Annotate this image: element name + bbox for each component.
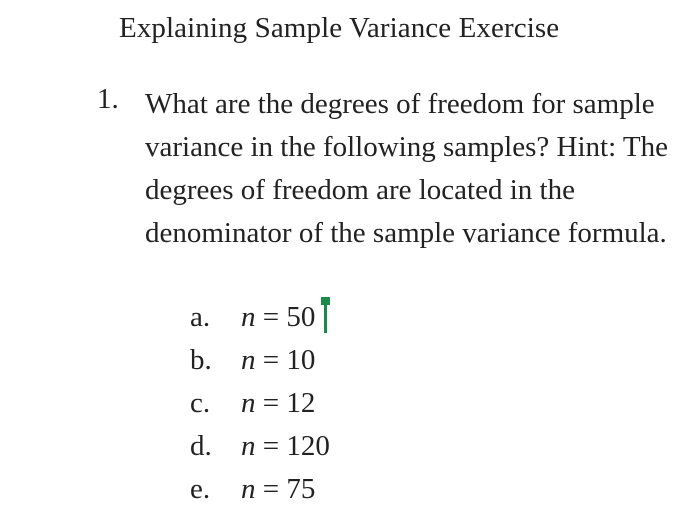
answer-item-e <box>0 468 700 511</box>
answer-item-c <box>0 382 700 425</box>
question-number: 1. <box>97 83 119 115</box>
question-text: What are the degrees of freedom for sample variance in the following samples? Hint: The degrees of freedom are located in the denominator of the sample variance formula. <box>145 88 668 249</box>
equals-sign: = <box>262 344 280 376</box>
answer-expression <box>241 339 315 382</box>
answer-item-d <box>0 425 700 468</box>
equals-sign: = <box>262 301 280 333</box>
answer-letter: a. <box>190 301 211 333</box>
answer-value[interactable]: 75 <box>286 473 316 505</box>
answer-expression <box>241 296 315 339</box>
answer-expression <box>241 468 315 511</box>
page-title: Explaining Sample Variance Exercise <box>119 12 560 44</box>
variable-n: n <box>241 473 256 505</box>
answer-value[interactable]: 50 <box>286 301 316 333</box>
answer-value[interactable]: 12 <box>286 387 316 419</box>
answer-expression <box>241 382 315 425</box>
equals-sign: = <box>262 473 280 505</box>
answer-letter: c. <box>190 387 211 419</box>
variable-n: n <box>241 301 256 333</box>
variable-n: n <box>241 430 256 462</box>
answer-expression <box>241 425 330 468</box>
answer-item-a <box>0 296 700 339</box>
answer-letter: e. <box>190 473 211 505</box>
equals-sign: = <box>262 387 280 419</box>
answer-value[interactable]: 120 <box>286 430 330 462</box>
text-cursor[interactable] <box>324 302 327 333</box>
answer-value[interactable]: 10 <box>286 344 316 376</box>
variable-n: n <box>241 387 256 419</box>
equals-sign: = <box>262 430 280 462</box>
answer-letter: b. <box>190 344 212 376</box>
variable-n: n <box>241 344 256 376</box>
answer-item-b <box>0 339 700 382</box>
answer-letter: d. <box>190 430 212 462</box>
